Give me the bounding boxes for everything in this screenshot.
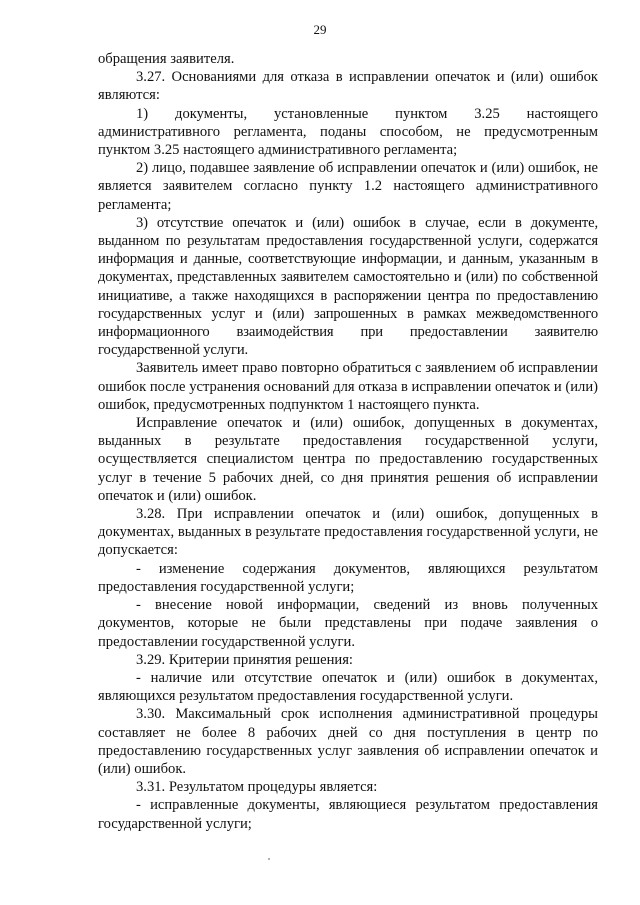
paragraph-3-29: 3.29. Критерии принятия решения: bbox=[136, 651, 353, 668]
scan-speck bbox=[268, 858, 270, 860]
paragraph-3-31: 3.31. Результатом процедуры является: bbox=[136, 779, 378, 796]
paragraph-3-30: 3.30. Максимальный срок исполнения административной процедуры составляет не более 8 рабочих дней со дня поступления в центр по предоставлению государственных услуг заявления об исправлении опечаток и (или) ошибок. bbox=[98, 706, 598, 777]
list-item-3: 3) отсутствие опечаток и (или) ошибок в случае, если в документе, выданном по результатам предоставления государственной услуги, содержатся информация и данные, соответствующие информации, и данным, указанным в документах, представленных заявителем самостоятельно и (или) по собственной инициативе, а также находящихся в распоряжении центра по предоставлению государственных услуг и (или) запрошенных в рамках межведомственного информационного взаимодействия при предоставлении заявителю государственной услуги. bbox=[98, 214, 598, 359]
paragraph-correction: Исправление опечаток и (или) ошибок, допущенных в документах, выданных в результате предоставления государственной услуги, осуществляется специалистом центра по предоставлению государственных услуг в течение 5 рабочих дней, со дня принятия решения об исправлении опечаток и (или) ошибок. bbox=[98, 415, 598, 504]
document-body bbox=[98, 50, 598, 833]
dash-item-criteria: - наличие или отсутствие опечаток и (или) ошибок в документах, являющихся результатом предоставления государственной услуги. bbox=[98, 669, 598, 705]
dash-item-new-info: - внесение новой информации, сведений из вновь полученных документов, которые не были представлены при подаче заявления о предоставлении государственной услуги. bbox=[98, 597, 598, 650]
list-item-2: 2) лицо, подавшее заявление об исправлении опечаток и (или) ошибок, не является заявителем согласно пункту 1.2 настоящего административного регламента; bbox=[98, 160, 598, 213]
list-item-1: 1) документы, установленные пунктом 3.25 настоящего административного регламента, поданы способом, не предусмотренным пунктом 3.25 настоящего административного регламента; bbox=[98, 105, 598, 159]
paragraph-3-28: 3.28. При исправлении опечаток и (или) ошибок, допущенных в документах, выданных в результате предоставления государственной услуги, не допускается: bbox=[98, 506, 598, 559]
paragraph-continuation: обращения заявителя. bbox=[98, 51, 235, 67]
paragraph-applicant-right: Заявитель имеет право повторно обратиться с заявлением об исправлении ошибок после устранения оснований для отказа в исправлении опечаток и (или) ошибок, предусмотренных подпунктом 1 настоящего пункта. bbox=[98, 360, 598, 413]
page-number: 29 bbox=[313, 22, 327, 37]
dash-item-content-change: - изменение содержания документов, являющихся результатом предоставления государственной услуги; bbox=[98, 560, 598, 595]
paragraph-3-27: 3.27. Основаниями для отказа в исправлении опечаток и (или) ошибок являются: bbox=[98, 69, 598, 104]
dash-item-result: - исправленные документы, являющиеся результатом предоставления государственной услуги; bbox=[98, 797, 598, 832]
